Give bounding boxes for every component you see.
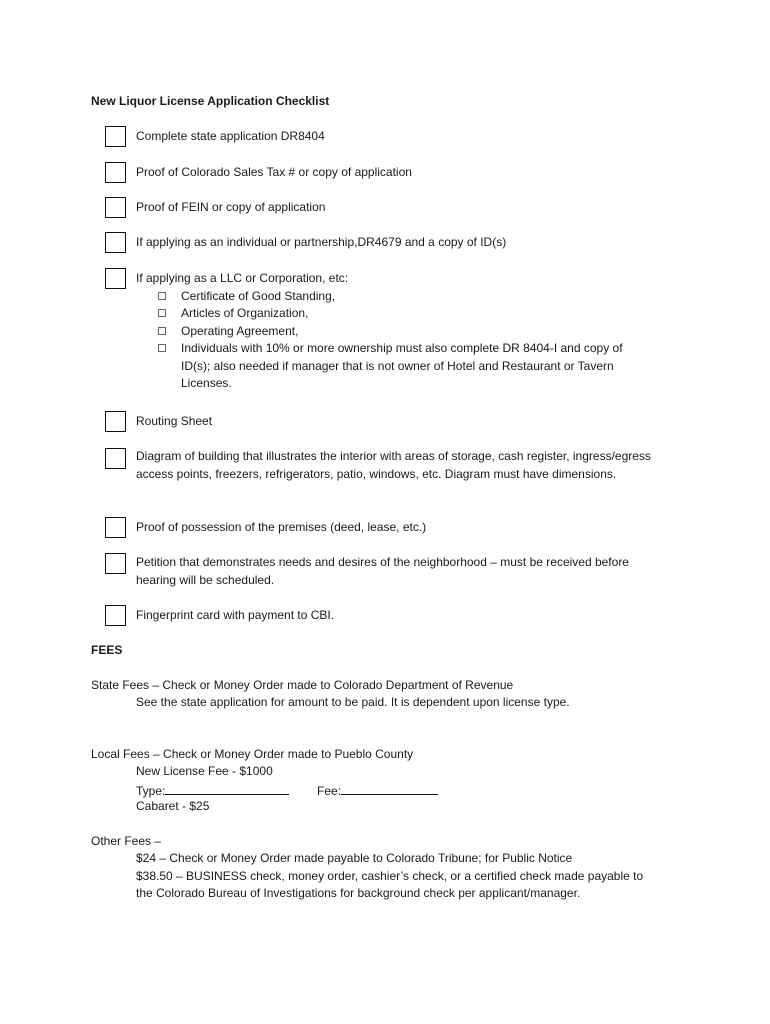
fee-field bbox=[317, 781, 438, 801]
tribune-fee: $24 – Check or Money Order made payable to Colorado Tribune; for Public Notice bbox=[136, 851, 573, 865]
sub-checklist bbox=[136, 288, 676, 393]
checkbox[interactable] bbox=[105, 232, 126, 253]
checkbox[interactable] bbox=[105, 605, 126, 626]
checklist-item-text: Fingerprint card with payment to CBI. bbox=[136, 608, 335, 622]
checkbox[interactable] bbox=[105, 268, 126, 289]
new-license-fee: New License Fee - $1000 bbox=[136, 764, 273, 778]
state-fees-note: See the state application for amount to be paid. It is dependent upon license type. bbox=[136, 695, 570, 709]
checklist-item-text: Proof of Colorado Sales Tax # or copy of application bbox=[136, 165, 412, 179]
sub-checkbox[interactable] bbox=[158, 309, 166, 317]
sub-checklist-item bbox=[136, 305, 676, 323]
fees-heading: FEES bbox=[91, 643, 123, 657]
cbi-fee-line1: $38.50 – BUSINESS check, money order, cashier’s check, or a certified check made payable to bbox=[136, 869, 644, 883]
checkbox[interactable] bbox=[105, 126, 126, 147]
type-label: Type: bbox=[136, 784, 166, 798]
checkbox[interactable] bbox=[105, 197, 126, 218]
checklist-item-text: Proof of FEIN or copy of application bbox=[136, 200, 326, 214]
sub-checklist-item bbox=[136, 323, 676, 341]
local-fees-line: Local Fees – Check or Money Order made to Pueblo County bbox=[91, 747, 414, 761]
checkbox[interactable] bbox=[105, 411, 126, 432]
document-title: New Liquor License Application Checklist bbox=[91, 94, 330, 108]
fee-label: Fee: bbox=[317, 784, 342, 798]
checkbox[interactable] bbox=[105, 517, 126, 538]
sub-checkbox[interactable] bbox=[158, 327, 166, 335]
sub-checklist-item-text: Articles of Organization, bbox=[181, 306, 309, 320]
checklist-item-text: Routing Sheet bbox=[136, 414, 213, 428]
state-fees-line: State Fees – Check or Money Order made to Colorado Department of Revenue bbox=[91, 678, 514, 692]
sub-checklist-item-text: Certificate of Good Standing, bbox=[181, 288, 336, 303]
cbi-fee-line2: the Colorado Bureau of Investigations for background check per applicant/manager. bbox=[136, 886, 581, 900]
sub-checkbox[interactable] bbox=[158, 344, 166, 352]
checkbox[interactable] bbox=[105, 162, 126, 183]
type-blank-line[interactable] bbox=[165, 781, 289, 795]
sub-checklist-item-text: Operating Agreement, bbox=[181, 323, 299, 338]
checklist-item-text: Petition that demonstrates needs and desires of the neighborhood – must be received before hearing will be scheduled. bbox=[136, 555, 629, 587]
checklist-item-text: Complete state application DR8404 bbox=[136, 129, 325, 143]
other-fees-line: Other Fees – bbox=[91, 834, 162, 848]
checklist-item-text: Proof of possession of the premises (deed, lease, etc.) bbox=[136, 520, 427, 534]
cabaret-fee: Cabaret - $25 bbox=[136, 799, 210, 813]
sub-checklist-item-text: Individuals with 10% or more ownership must also complete DR 8404-I and copy of ID(s); also needed if manager that is not owner of Hotel and Restaurant or Tavern Licenses. bbox=[181, 341, 623, 390]
fee-blank-line[interactable] bbox=[341, 781, 438, 795]
checklist-item-text: If applying as a LLC or Corporation, etc: bbox=[136, 271, 349, 285]
checkbox[interactable] bbox=[105, 448, 126, 469]
sub-checklist-item bbox=[136, 288, 676, 306]
checkbox[interactable] bbox=[105, 553, 126, 574]
checklist-item-text: If applying as an individual or partnership,DR4679 and a copy of ID(s) bbox=[136, 235, 507, 249]
sub-checkbox[interactable] bbox=[158, 292, 166, 300]
checklist-item-body bbox=[136, 270, 676, 393]
sub-checklist-item bbox=[136, 340, 676, 393]
checklist-item-text: Diagram of building that illustrates the interior with areas of storage, cash register, ingress/egress access points, freezers, refrigerators, patio, windows, etc. Diagram must have dimensions. bbox=[136, 449, 651, 481]
